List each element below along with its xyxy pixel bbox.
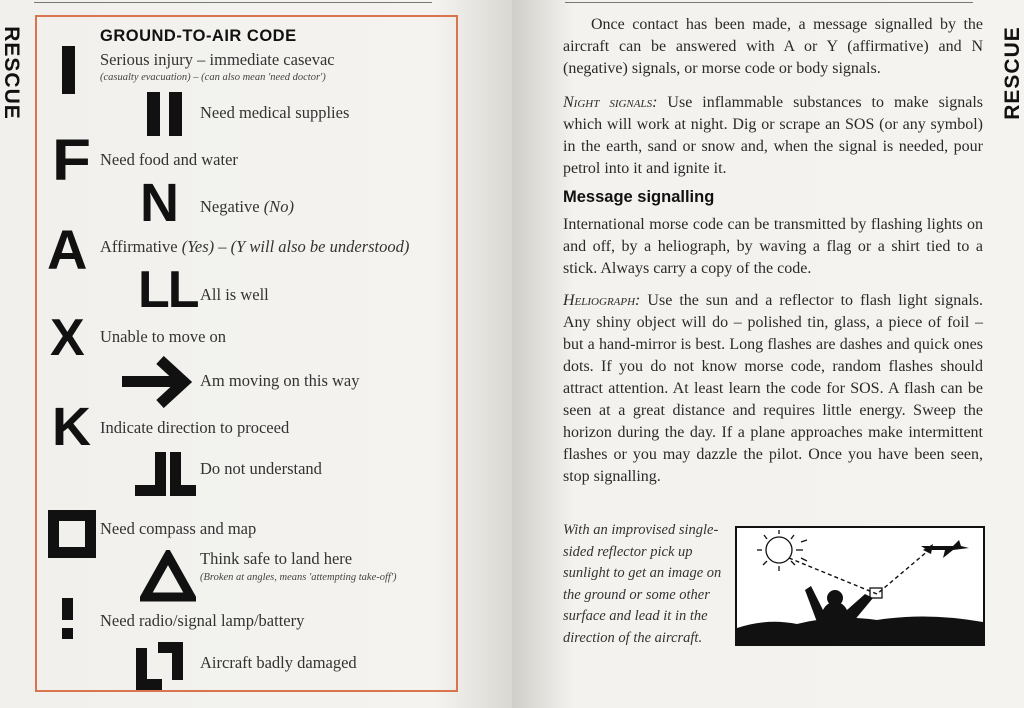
code-label: Need food and water — [100, 150, 238, 169]
night-signals-paragraph — [563, 92, 983, 180]
code-label — [200, 197, 294, 217]
code-label-italic: (No) — [263, 197, 294, 216]
code-label — [100, 237, 409, 257]
intro-paragraph: Once contact has been made, a message signalled by the aircraft can be answered with A or Y (affirmative) and N (negative) signals, or morse code or body signals. — [563, 16, 983, 77]
code-symbol-jl — [135, 452, 197, 500]
code-note: (casualty evacuation) – (can also mean 'need doctor') — [100, 72, 326, 83]
code-symbol-k: K — [52, 397, 91, 457]
heliograph-lead: Heliograph: — [563, 292, 641, 309]
code-label: Think safe to land here — [200, 549, 353, 568]
top-rule — [565, 2, 973, 3]
exclamation-icon — [62, 598, 73, 639]
code-label: Need radio/signal lamp/battery — [100, 611, 305, 630]
heliograph-illustration — [735, 526, 985, 646]
top-rule — [34, 2, 432, 3]
side-tab-right — [1002, 18, 1024, 128]
code-symbol-i — [62, 46, 75, 94]
code-label: Serious injury – immediate casevac — [100, 50, 335, 69]
code-symbol-ll: LL — [138, 261, 198, 319]
code-label: All is well — [200, 285, 269, 304]
code-title: GROUND-TO-AIR CODE — [100, 27, 297, 45]
reflector-scene-icon — [737, 528, 983, 644]
code-symbol-a: A — [47, 218, 88, 281]
code-symbol-f: F — [52, 128, 91, 193]
code-label: Need compass and map — [100, 519, 257, 538]
heliograph-text: Use the sun and a reflector to flash light signals. Any shiny object will do – polished tin, glass, a piece of foil – but a hand-mirror is best. Long flashes are dashes and quick ones dots. If you do not know morse code, random flashes should attract attention. At least learn the code for SOS. A flash can be seen at a great distance and requires little energy. Sweep the horizon during the day. If a plane approaches make intermittent flashes or you may dazzle the pilot. Once you have been seen, stop signalling. — [563, 292, 983, 485]
code-note: (Broken at angles, means 'attempting take-off') — [200, 572, 397, 583]
sun-icon — [757, 530, 807, 571]
code-label: Do not understand — [200, 459, 322, 478]
code-label: Unable to move on — [100, 327, 227, 346]
message-signalling-heading: Message signalling — [563, 188, 715, 206]
code-label: Aircraft badly damaged — [200, 653, 357, 672]
code-label: Need medical supplies — [200, 103, 350, 122]
heliograph-paragraph — [563, 290, 983, 488]
morse-paragraph: International morse code can be transmitted by flashing lights on and off, by a heliograph, by waving a flag or a shirt tied to a stick. Always carry a copy of the code. — [563, 216, 983, 277]
code-label-text: Negative — [200, 197, 260, 216]
arrow-right-icon — [122, 356, 192, 412]
code-label: Indicate direction to proceed — [100, 418, 290, 437]
side-tab-label: RESCUE — [1001, 26, 1024, 120]
aircraft-icon — [921, 540, 969, 558]
code-label: Am moving on this way — [200, 371, 360, 390]
ground-silhouette — [737, 616, 983, 644]
l-bracket-icon — [136, 642, 186, 694]
triangle-icon — [140, 550, 196, 606]
night-signals-text: Use inflammable substances to make signals which will work at night. Dig or scrape an SOS (or any symbol) in the earth, sand or snow and, when the signal is needed, pour petrol into it and ignite it. — [563, 94, 984, 177]
code-label-italic: (Yes) – (Y will also be understood) — [181, 237, 410, 256]
square-icon — [48, 510, 96, 558]
illustration-caption: With an improvised single-sided reflector pick up sunlight to get an image on the ground or some other surface and lead it in the direction of the aircraft. — [563, 522, 722, 646]
side-tab-label: RESCUE — [0, 26, 23, 120]
code-symbol-n: N — [140, 173, 179, 233]
code-label-text: Affirmative — [100, 237, 178, 256]
side-tab-left — [0, 18, 22, 128]
night-signals-lead: Night signals: — [563, 94, 658, 111]
code-symbol-x: X — [50, 309, 85, 367]
